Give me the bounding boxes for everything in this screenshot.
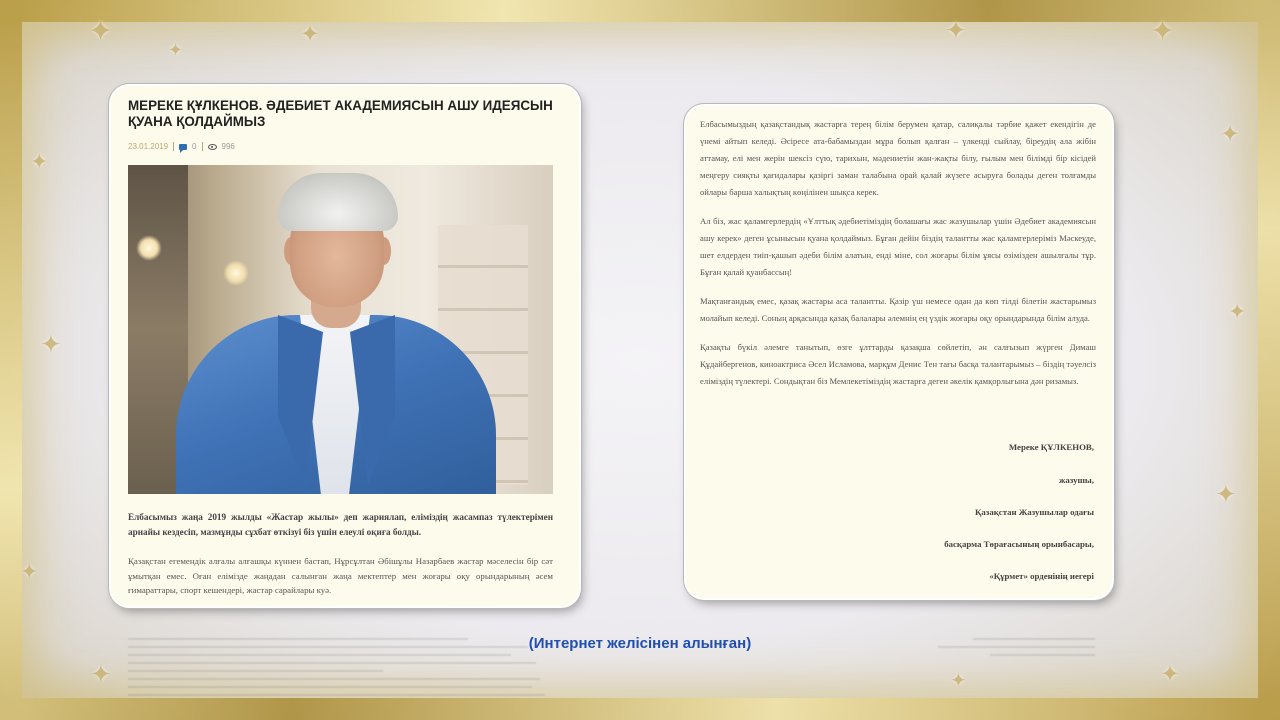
article-meta: [128, 142, 235, 151]
author-photo: [128, 165, 553, 494]
article-paragraph: Ал біз, жас қаламгерлердің «Ұлттық әдебиетіміздің болашағы жас жазушылар үшін Әдебиет академиясын ашу керек» деген ұсынысын қуана қолдаймыз. Бұған дейін біздің талантты жас қаламгерлеріміз Мәскеуде, шет елдерден тиіп-қашып әдеби білім алатын, енді міне, сол жоғары білім ұясы өзімізден ашылғалы тұр. Бұған қалай қуанбассың!: [700, 216, 1096, 277]
star-decoration: ✦: [950, 668, 967, 692]
star-decoration: ✦: [1215, 480, 1237, 510]
star-decoration: ✦: [1228, 300, 1247, 325]
star-decoration: ✦: [300, 20, 321, 48]
eye-icon: [208, 144, 217, 150]
article-card-right: [686, 106, 1112, 598]
star-decoration: ✦: [40, 330, 62, 360]
star-decoration: ✦: [90, 660, 112, 690]
star-decoration: ✦: [88, 14, 114, 49]
article-continuation: [700, 116, 1096, 402]
star-decoration: ✦: [1220, 120, 1241, 148]
comment-icon: [179, 144, 187, 150]
star-decoration: ✦: [30, 150, 49, 175]
article-lead: Елбасымыз жаңа 2019 жылды «Жастар жылы» деп жариялап, еліміздің жасампаз түлектерімен арнайы кездесіп, мазмұнды сұхбат өткізуі біз үшін елеулі оқиға болды.: [128, 512, 553, 537]
star-decoration: ✦: [945, 16, 967, 46]
signature-name: Мереке ҚҰЛКЕНОВ,: [1008, 442, 1094, 452]
article-paragraph: Қазақты бүкіл әлемге танытып, өзге ұлттарды қазақша сөйлетіп, ән салғызып жүрген Димаш Құдайбергенов, киноактриса Әсел Исламова, марқұм Денис Тен тағы басқа талантарымыз – біздің тәуелсіз еліміздің түлектері. Сондықтан біз Мемлекетіміздің жастарға деген әкелік қамқорлығына дән ризамыз.: [700, 342, 1096, 386]
article-card-left: [111, 86, 579, 606]
star-decoration: ✦: [168, 40, 184, 61]
view-count: 996: [221, 142, 235, 151]
signature-position: басқарма Төрағасының орынбасары,: [944, 539, 1094, 549]
meta-divider: [173, 142, 174, 151]
article-date: 23.01.2019: [128, 142, 169, 151]
card-reflection-left: [128, 612, 553, 702]
source-caption: (Интернет желісінен алынған): [528, 635, 752, 652]
signature-role: жазушы,: [1058, 475, 1094, 485]
article-body: Қазақстан егемендік алғалы алғашқы күннен бастап, Нұрсұлтан Әбішұлы Назарбаев жастар мәселесін бір сәт ұмытқан емес. Оған елімізде жаңадан салынған жаңа мектептер мен жоғары оқу орындарының әсем ғимараттары, спорт кешендері, жастар сарайлары куә.: [128, 556, 553, 595]
comment-count: 0: [192, 142, 197, 151]
meta-divider: [202, 142, 203, 151]
article-title: МЕРЕКЕ ҚҰЛКЕНОВ. ӘДЕБИЕТ АКАДЕМИЯСЫН АШУ ИДЕЯСЫН ҚУАНА ҚОЛДАЙМЫЗ: [128, 98, 553, 129]
star-decoration: ✦: [1160, 660, 1181, 688]
article-paragraph: Мақтанғандық емес, қазақ жастары аса талантты. Қазір үш немесе одан да көп тілді білетін жастарымыз молайып келеді. Соның арқасында қазақ балалары әлемнің ең үздік жоғары оқу орындарында білім алуда.: [700, 296, 1096, 323]
star-decoration: ✦: [1150, 14, 1176, 49]
article-paragraph: Елбасымыздың қазақстандық жастарға терең білім берумен қатар, салиқалы тәрбие қажет екендігін де үнемі айтып келеді. Әсіресе ата-бабамыздан мұра болып қалған – үлкенді сыйлау, біреудің ала жібін аттамау, елі мен жерін шексіз сүю, тарихын, мәдениетін жан-жақты білу, ғылым мен білімді бір кісідей меңгеру сияқты қағидалары қазіргі заман талабына орай қалай жүзеге асыруға болады деген толғамды ойлары барша халықтың көңілінен шықса керек.: [700, 119, 1096, 197]
star-decoration: ✦: [20, 560, 39, 585]
signature-award: «Құрмет» орденінің иегері: [989, 571, 1094, 581]
signature-org: Қазақстан Жазушылар одағы: [975, 507, 1094, 517]
